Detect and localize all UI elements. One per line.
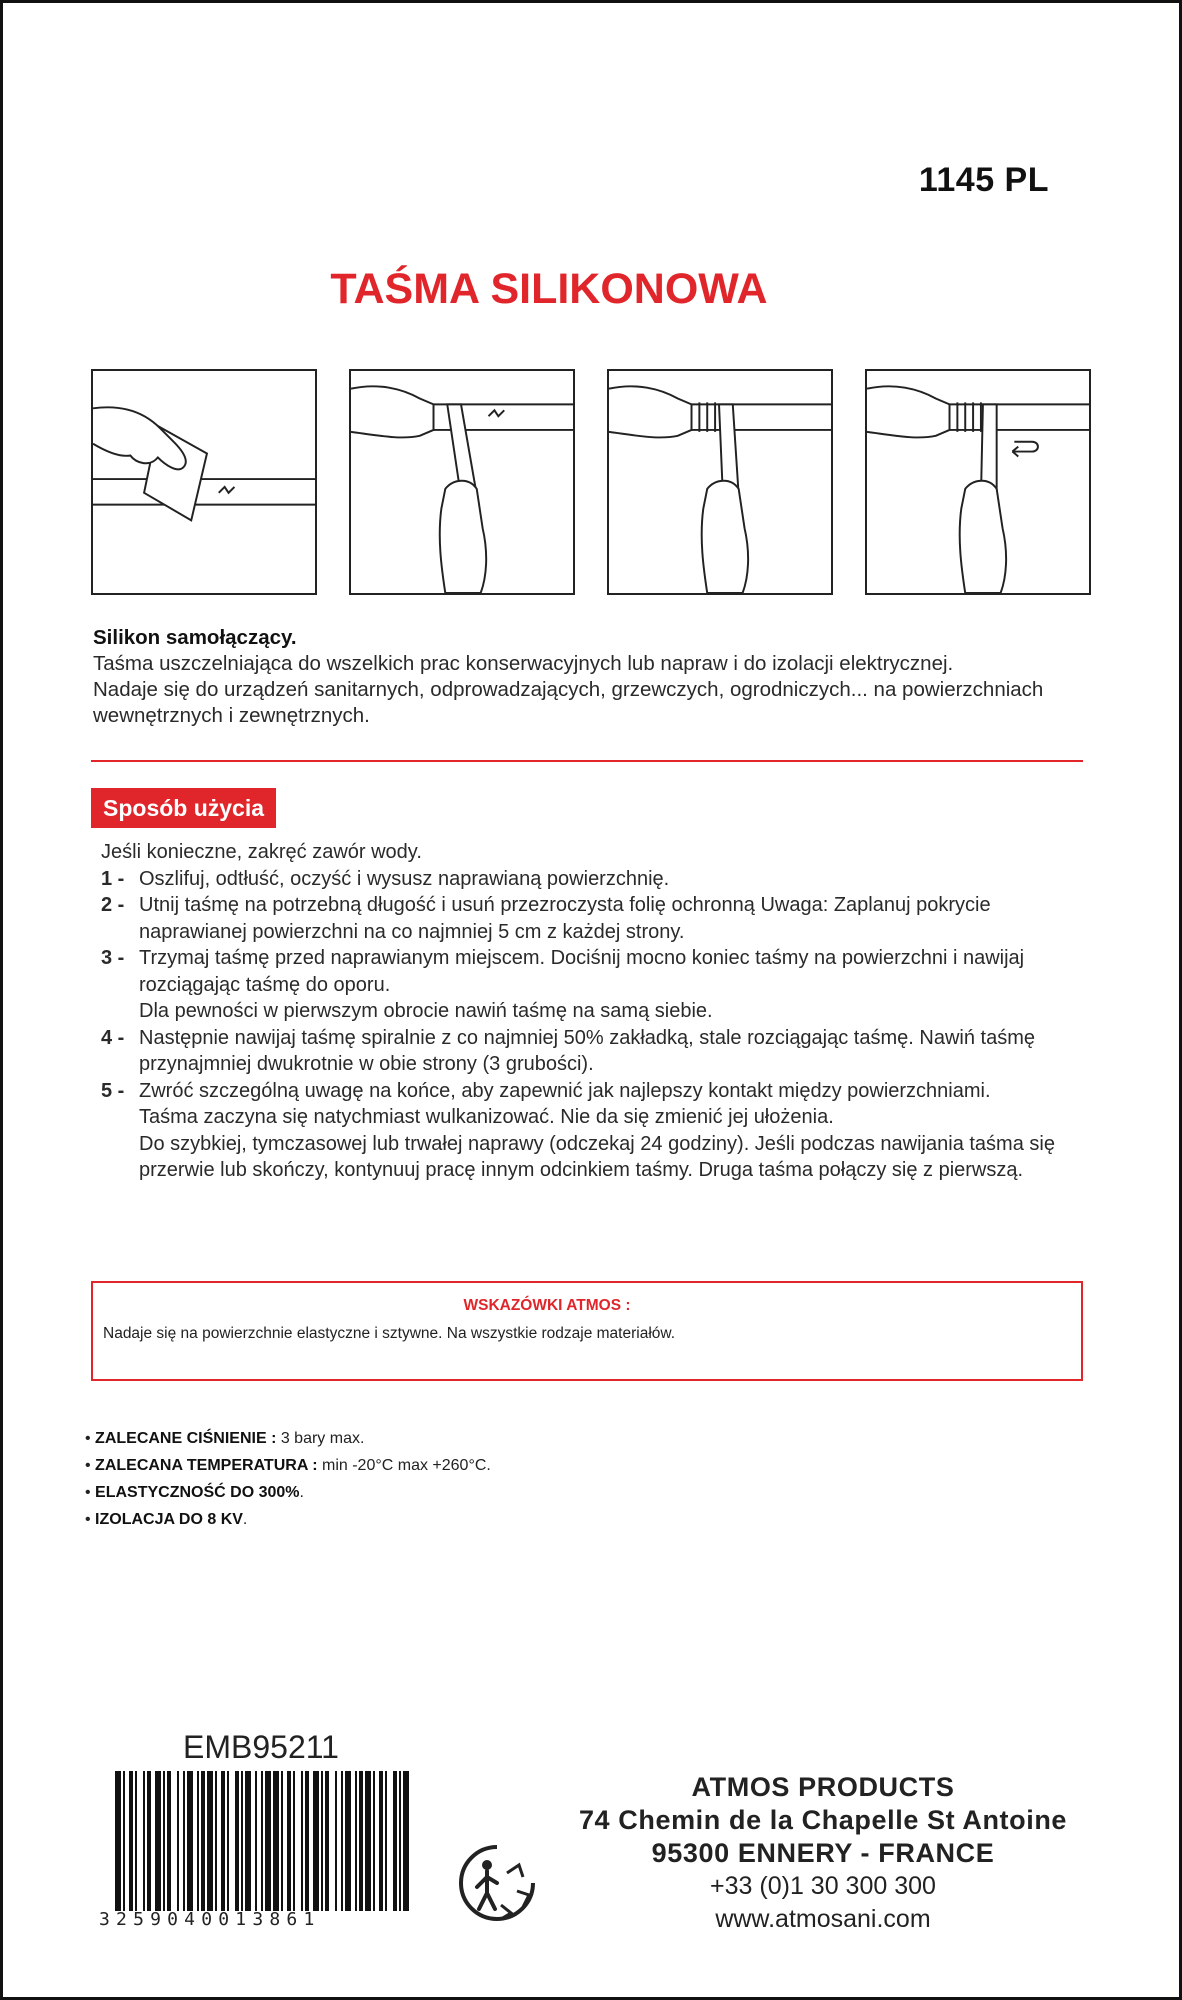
barcode-bar [273, 1771, 279, 1911]
usage-step-5 [101, 1078, 1091, 1184]
spec-item: • ZALECANE CIŚNIENIE : 3 bary max. [85, 1430, 365, 1447]
barcode-bar [373, 1771, 375, 1911]
company-address [563, 1771, 1083, 1936]
illustration-step-1 [91, 369, 317, 595]
barcode-bar [167, 1771, 171, 1911]
barcode-bar [261, 1771, 263, 1911]
usage-heading: Sposób użycia [91, 788, 276, 828]
hand-wrapping-tape-icon [609, 371, 831, 593]
barcode-bar [293, 1771, 295, 1911]
barcode-bar [201, 1771, 205, 1911]
step-text: Zwróć szczególną uwagę na końce, aby zapewnić jak najlepszy kontakt między powierzchniami. [139, 1079, 991, 1102]
barcode-bar [393, 1771, 397, 1911]
tips-text: Nadaje się na powierzchnie elastyczne i sztywne. Na wszystkie rodzaje materiałów. [103, 1325, 676, 1342]
intro-line: wewnętrznych i zewnętrznych. [93, 704, 370, 727]
product-code: 1145 PL [918, 161, 1049, 199]
barcode-bar [341, 1771, 343, 1911]
spec-item: • ZALECANA TEMPERATURA : min -20°C max +260°C. [85, 1457, 491, 1474]
barcode-bar [129, 1771, 133, 1911]
barcode-bar [221, 1771, 225, 1911]
step-text: przynajmniej dwukrotnie w obie strony (3 grubości). [139, 1053, 594, 1075]
tips-box [91, 1281, 1083, 1381]
address-line-1: 74 Chemin de la Chapelle St Antoine [578, 1805, 1068, 1835]
step-text: Oszlifuj, odtłuść, oczyść i wysusz naprawianą powierzchnię. [139, 867, 670, 890]
barcode-bar [245, 1771, 251, 1911]
illustration-step-3 [607, 369, 833, 595]
barcode-bar [241, 1771, 243, 1911]
usage-steps [101, 839, 1091, 1184]
barcode-bar [385, 1771, 387, 1911]
barcode-bar [345, 1771, 351, 1911]
barcode-bar [163, 1771, 165, 1911]
barcode [115, 1771, 411, 1911]
step-number: 5 - [101, 1079, 125, 1102]
barcode-bar [335, 1771, 337, 1911]
usage-pre-note: Jeśli konieczne, zakręć zawór wody. [101, 841, 422, 863]
address-line-2: 95300 ENNERY - FRANCE [651, 1838, 995, 1868]
usage-step-2 [101, 892, 1091, 945]
barcode-bar [183, 1771, 185, 1911]
step-text: Taśma zaczyna się natychmiast wulkanizować. Nie da się zmienić jej ułożenia. [139, 1106, 834, 1128]
barcode-bar [123, 1771, 125, 1911]
barcode-bar [135, 1771, 137, 1911]
hand-cleaning-pipe-icon [93, 371, 315, 593]
barcode-bar [207, 1771, 213, 1911]
barcode-bar [281, 1771, 283, 1911]
website-url: www.atmosani.com [715, 1905, 931, 1933]
barcode-digits: 3259040013861 [99, 1909, 321, 1930]
section-divider [91, 760, 1083, 762]
specifications-list [85, 1425, 491, 1533]
spec-item: • ELASTYCZNOŚĆ DO 300%. [85, 1484, 304, 1501]
illustration-step-2 [349, 369, 575, 595]
step-text: naprawianej powierzchni na co najmniej 5 cm z każdej strony. [139, 920, 685, 943]
barcode-bar [147, 1771, 151, 1911]
step-number: 4 - [101, 1026, 125, 1049]
intro-line: Nadaje się do urządzeń sanitarnych, odprowadzających, grzewczych, ogrodniczych... na powierzchniach [93, 678, 1044, 701]
spec-value: 3 bary max. [276, 1430, 365, 1447]
barcode-bar [197, 1771, 199, 1911]
barcode-bar [235, 1771, 239, 1911]
step-number: 2 - [101, 894, 125, 916]
barcode-bar [301, 1771, 303, 1911]
spec-label: ZALECANE CIŚNIENIE : [95, 1430, 277, 1447]
illustration-step-4 [865, 369, 1091, 595]
barcode-bar [325, 1771, 329, 1911]
usage-step-1 [101, 866, 1091, 893]
intro-description [93, 625, 1093, 729]
barcode-bar [115, 1771, 121, 1911]
spec-label: ELASTYCZNOŚĆ DO 300% [95, 1484, 300, 1501]
step-text: Trzymaj taśmę przed naprawianym miejscem. Dociśnij mocno koniec taśmy na powierzchni i nawijaj [139, 947, 1025, 969]
barcode-bar [365, 1771, 371, 1911]
usage-step-4 [101, 1025, 1091, 1078]
barcode-bar [287, 1771, 291, 1911]
phone-number: +33 (0)1 30 300 300 [710, 1872, 936, 1900]
spec-value: . [299, 1484, 304, 1501]
step-text: Dla pewności w pierwszym obrocie nawiń taśmę na samą siebie. [139, 1000, 713, 1022]
barcode-bar [227, 1771, 229, 1911]
step-number: 3 - [101, 947, 125, 969]
spec-label: IZOLACJA DO 8 KV [95, 1511, 243, 1528]
spec-value: . [242, 1511, 248, 1528]
barcode-bar [215, 1771, 217, 1911]
barcode-bar [399, 1771, 401, 1911]
step-text: Utnij taśmę na potrzebną długość i usuń przezroczysta folię ochronną Uwaga: Zaplanuj pokrycie [139, 894, 991, 916]
step-text: przerwie lub skończy, kontynuuj pracę innym odcinkiem taśmy. Druga taśma połączy się z pierwszą. [139, 1159, 1024, 1181]
product-title: TAŚMA SILIKONOWA [330, 265, 768, 313]
spec-label: ZALECANA TEMPERATURA : [95, 1457, 318, 1474]
step-text: Do szybkiej, tymczasowej lub trwałej naprawy (odczekaj 24 godziny). Jeśli podczas nawijania taśma się [139, 1132, 1055, 1155]
barcode-bar [403, 1771, 409, 1911]
barcode-bar [313, 1771, 319, 1911]
barcode-bar [187, 1771, 193, 1911]
hand-applying-tape-icon [351, 371, 573, 593]
barcode-bar [177, 1771, 179, 1911]
barcode-bar [155, 1771, 161, 1911]
barcode-bar [255, 1771, 257, 1911]
usage-step-3 [101, 945, 1091, 1025]
step-text: rozciągając taśmę do oporu. [139, 973, 391, 996]
intro-heading: Silikon samołączący. [93, 626, 297, 649]
barcode-bar [265, 1771, 271, 1911]
barcode-bar [379, 1771, 383, 1911]
intro-line: Taśma uszczelniająca do wszelkich prac konserwacyjnych lub napraw i do izolacji elektrycznej. [93, 652, 954, 675]
tips-title: WSKAZÓWKI ATMOS : [463, 1297, 631, 1314]
step-text: Następnie nawijaj taśmę spiralnie z co najmniej 50% zakładką, stale rozciągając taśmę. Nawiń taśmę [139, 1026, 1035, 1049]
barcode-bar [305, 1771, 309, 1911]
barcode-bar [359, 1771, 363, 1911]
barcode-bar [143, 1771, 145, 1911]
emb-code: EMB95211 [183, 1729, 339, 1765]
spec-item: • IZOLACJA DO 8 KV. [85, 1511, 248, 1528]
recycling-triman-icon [457, 1843, 537, 1923]
hand-overlapping-tape-icon [867, 371, 1089, 593]
barcode-bar [355, 1771, 357, 1911]
spec-value: min -20°C max +260°C. [317, 1457, 491, 1474]
step-number: 1 - [101, 867, 125, 890]
company-name: ATMOS PRODUCTS [691, 1772, 955, 1802]
barcode-bar [321, 1771, 323, 1911]
